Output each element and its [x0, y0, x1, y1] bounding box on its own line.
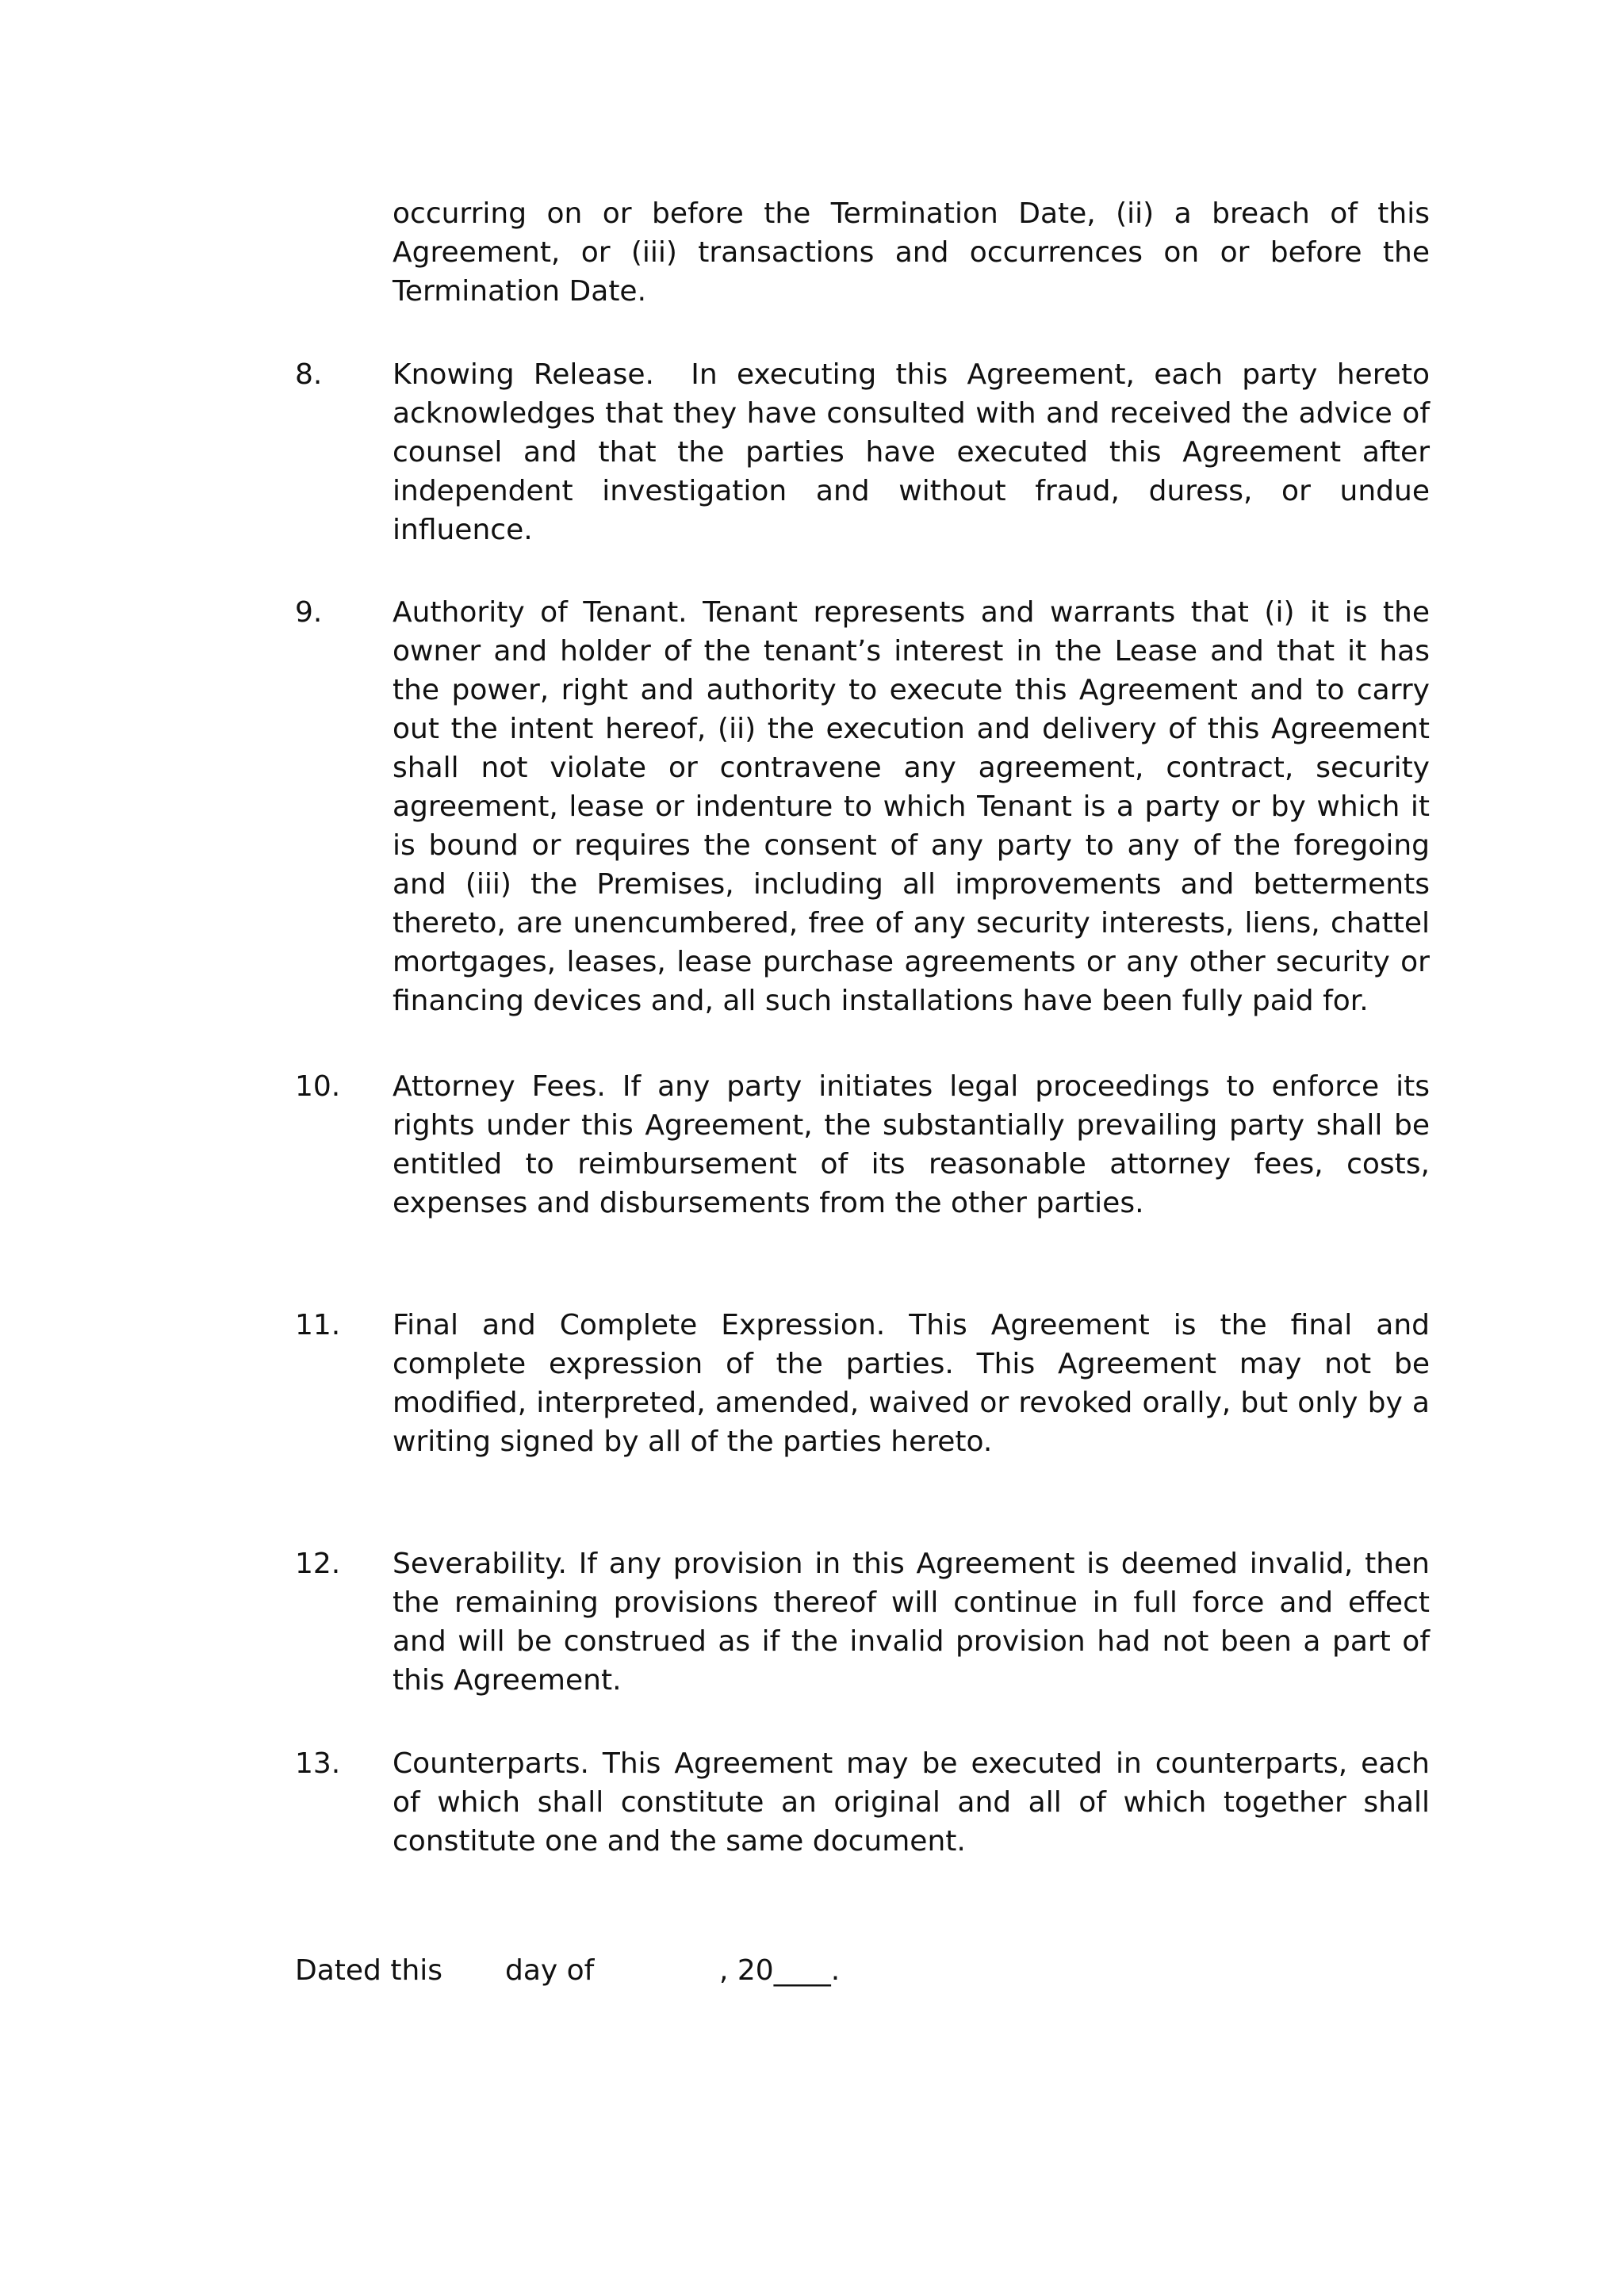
section-number: 13.: [295, 1747, 341, 1780]
year-blank: , 20____.: [719, 1954, 841, 1987]
section-heading: Attorney Fees.: [393, 1070, 606, 1103]
section-body: [393, 593, 1430, 1020]
section-number: 9.: [295, 596, 323, 629]
section-number: 8.: [295, 358, 323, 391]
section-text: If any party initiates legal proceedings to enforce its rights under this Agreement, the substantially prevailing party shall be entitled to reimbursement of its reasonable attorney fees, costs, expenses and disbursements from the other parties.: [393, 1070, 1430, 1219]
section-heading: Final and Complete Expression.: [393, 1309, 886, 1341]
section-heading: Authority of Tenant.: [393, 596, 688, 629]
section-text: This Agreement is the final and complete expression of the parties. This Agreement may not be modified, interpreted, amended, waived or revoked orally, but only by a writing signed by all of the parties hereto.: [393, 1309, 1430, 1458]
section-number: 10.: [295, 1070, 341, 1103]
section-body: [393, 355, 1430, 549]
section-text: This Agreement may be executed in counterparts, each of which shall constitute an original and all of which together shall constitute one and the same document.: [393, 1747, 1430, 1858]
section-body: [393, 1544, 1430, 1700]
section-heading: Knowing Release.: [393, 358, 654, 391]
section-body: [393, 1306, 1430, 1461]
day-of-label: day of: [505, 1954, 595, 1987]
section-heading: Counterparts.: [393, 1747, 589, 1780]
section-text: In executing this Agreement, each party hereto acknowledges that they have consulted with and received the advice of counsel and that the parties have executed this Agreement after independent investigation and without fraud, duress, or undue influence.: [393, 358, 1430, 546]
section-text: Tenant represents and warrants that (i) it is the owner and holder of the tenant’s interest in the Lease and that it has the power, right and authority to execute this Agreement and to carry out the intent hereof, (ii) the execution and delivery of this Agreement shall not violate or contravene any agreement, contract, security agreement, lease or indenture to which Tenant is a party or by which it is bound or requires the consent of any party to any of the foregoing and (iii) the Premises, including all improvements and betterments thereto, are unencumbered, free of any security interests, liens, chattel mortgages, leases, lease purchase agreements or any other security or financing devices and, all such installations have been fully paid for.: [393, 596, 1431, 1017]
section-number: 11.: [295, 1309, 341, 1341]
section-body: [393, 1067, 1430, 1223]
dated-this-label: Dated this: [295, 1954, 443, 1987]
continuation-paragraph: occurring on or before the Termination Date, (ii) a breach of this Agreement, or (iii) transactions and occurrences on or before the Termination Date.: [393, 197, 1430, 308]
section-text: If any provision in this Agreement is deemed invalid, then the remaining provisions thereof will continue in full force and effect and will be construed as if the invalid provision had not been a part of this Agreement.: [393, 1548, 1430, 1697]
section-heading: Severability.: [393, 1548, 567, 1580]
section-number: 12.: [295, 1548, 341, 1580]
section-body: [393, 1744, 1430, 1861]
